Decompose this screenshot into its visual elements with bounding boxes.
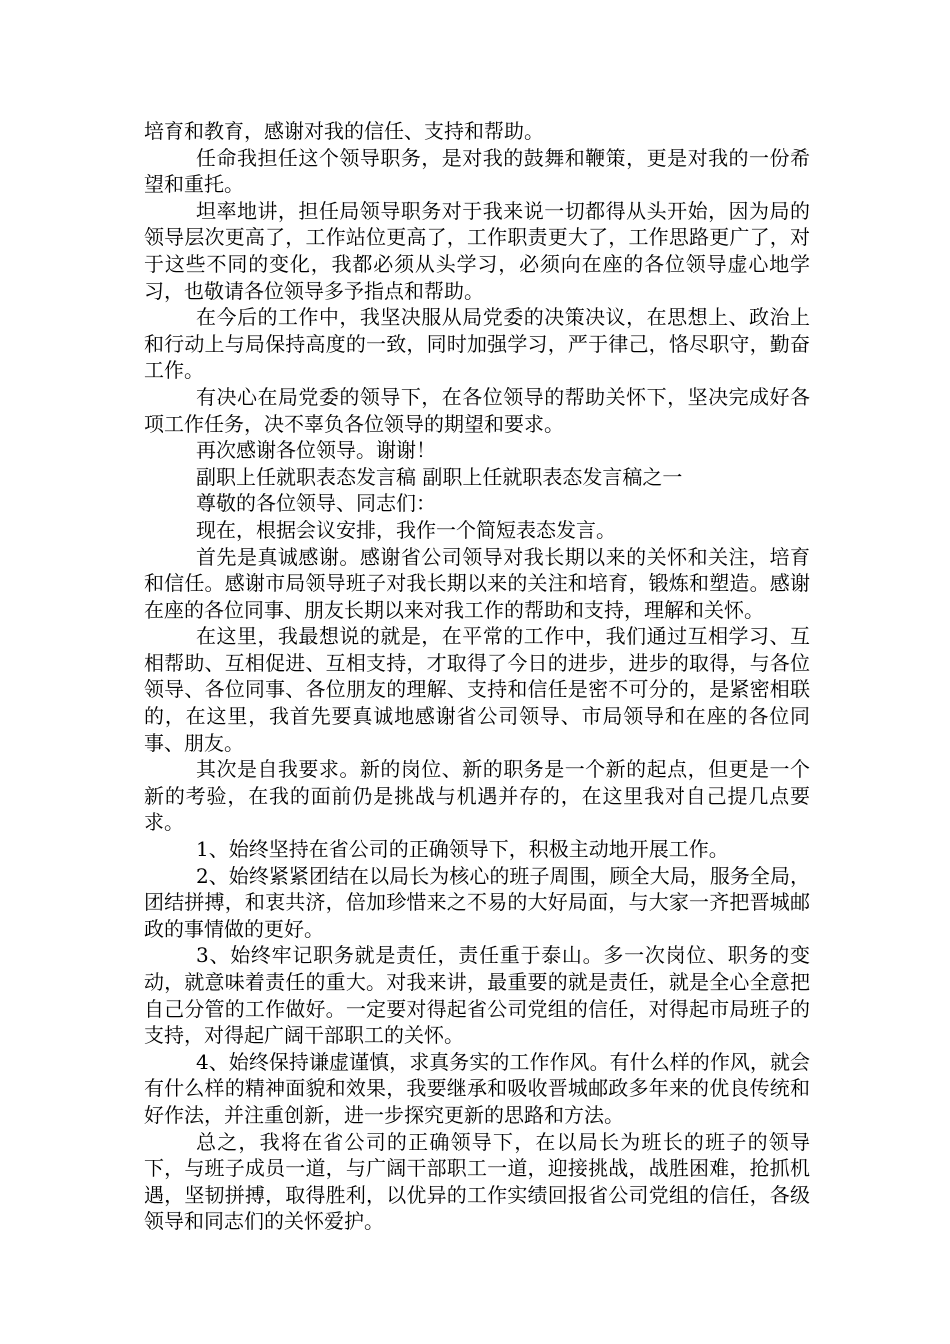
paragraph: 在今后的工作中，我坚决服从局党委的决策决议，在思想上、政治上和行动上与局保持高度的一致，同时加强学习，严于律己，恪尽职守，勤奋工作。 [144, 305, 810, 383]
list-item: 4、始终保持谦虚谨慎，求真务实的工作作风。有什么样的作风，就会有什么样的精神面貌和效果，我要继承和吸收晋城邮政多年来的优良传统和好作法，并注重创新，进一步探究更新的思路和方法。 [144, 1049, 810, 1127]
paragraph: 有决心在局党委的领导下，在各位领导的帮助关怀下，坚决完成好各项工作任务，决不辜负各位领导的期望和要求。 [144, 384, 810, 436]
paragraph: 再次感谢各位领导。谢谢！ [196, 438, 436, 463]
list-item: 3、始终牢记职务就是责任，责任重于泰山。多一次岗位、职务的变动，就意味着责任的重大。对我来讲，最重要的就是责任，就是全心全意把自己分管的工作做好。一定要对得起省公司党组的信任，对得起市局班子的支持，对得起广阔干部职工的关怀。 [144, 943, 810, 1048]
list-item: 1、始终坚持在省公司的正确领导下，积极主动地开展工作。 [196, 837, 729, 862]
paragraph: 首先是真诚感谢。感谢省公司领导对我长期以来的关怀和关注，培育和信任。感谢市局领导班子对我长期以来的关注和培育，锻炼和塑造。感谢在座的各位同事、朋友长期以来对我工作的帮助和支持，理解和关怀。 [144, 544, 810, 622]
section-heading: 副职上任就职表态发言稿 副职上任就职表态发言稿之一 [196, 464, 683, 489]
paragraph: 任命我担任这个领导职务，是对我的鼓舞和鞭策，更是对我的一份希望和重托。 [144, 145, 810, 197]
salutation: 尊敬的各位领导、同志们： [196, 491, 436, 516]
document-body [144, 118, 810, 1235]
paragraph: 其次是自我要求。新的岗位、新的职务是一个新的起点，但更是一个新的考验，在我的面前仍是挑战与机遇并存的，在这里我对自己提几点要求。 [144, 757, 810, 835]
paragraph: 坦率地讲，担任局领导职务对于我来说一切都得从头开始，因为局的领导层次更高了，工作站位更高了，工作职责更大了，工作思路更广了，对于这些不同的变化，我都必须从头学习，必须向在座的各位领导虚心地学习，也敬请各位领导多予指点和帮助。 [144, 198, 810, 303]
paragraph: 培育和教育，感谢对我的信任、支持和帮助。 [144, 119, 544, 143]
paragraph: 总之，我将在省公司的正确领导下，在以局长为班长的班子的领导下，与班子成员一道，与广阔干部职工一道，迎接挑战，战胜困难，抢抓机遇，坚韧拼搏，取得胜利，以优异的工作实绩回报省公司党组的信任，各级领导和同志们的关怀爱护。 [144, 1129, 810, 1234]
paragraph: 现在，根据会议安排，我作一个简短表态发言。 [196, 517, 616, 542]
list-item: 2、始终紧紧团结在以局长为核心的班子周围，顾全大局，服务全局，团结拼搏，和衷共济，倍加珍惜来之不易的大好局面，与大家一齐把晋城邮政的事情做的更好。 [144, 863, 810, 941]
paragraph: 在这里，我最想说的就是，在平常的工作中，我们通过互相学习、互相帮助、互相促进、互相支持，才取得了今日的进步，进步的取得，与各位领导、各位同事、各位朋友的理解、支持和信任是密不可分的，是紧密相联的，在这里，我首先要真诚地感谢省公司领导、市局领导和在座的各位同事、朋友。 [144, 624, 810, 755]
